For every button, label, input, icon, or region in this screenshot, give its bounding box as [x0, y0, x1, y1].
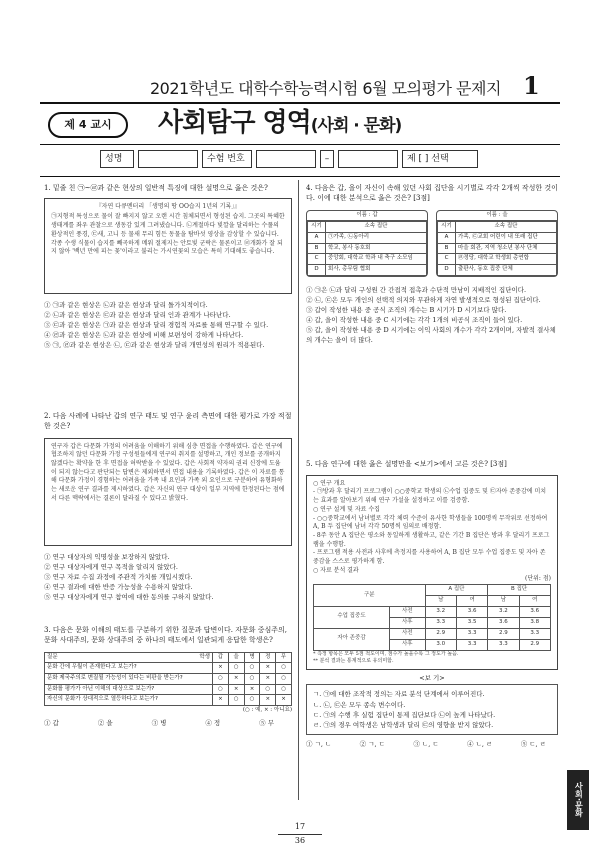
q5-th-category: 구분	[314, 585, 426, 607]
header-rule	[40, 102, 560, 104]
table-row: D 출판사, 동호 집중 단체	[438, 265, 557, 276]
footer-total: 36	[294, 835, 306, 845]
table-row: B 마을 회관, 지역 청소년 봉사 단체	[438, 243, 557, 254]
table-row: B 학교, 봉사 동호회	[308, 243, 427, 254]
q1-option-3[interactable]: ③ ㉢과 같은 현상은 ㉠과 같은 현상과 달리 경험적 자료를 통해 연구할 수 있다.	[44, 320, 269, 329]
table-row: D 회사, 총무팀 협회	[308, 265, 427, 276]
id-dash: –	[320, 150, 334, 168]
bogi-item-2: ㄴ. ㉡, ㉢은 모두 종속 변수이다.	[313, 700, 406, 709]
q5-option-4[interactable]: ④ ㄴ, ㄹ	[467, 739, 493, 748]
side-tab-label: 사회·문화	[574, 782, 584, 818]
q2-option-5[interactable]: ⑤ 연구 대상자에게 연구 참여에 대한 동의를 구하지 않았다.	[44, 592, 214, 601]
q3-table	[44, 652, 292, 706]
column-divider	[298, 180, 299, 800]
table-row: 문화 제국주의로 변질될 가능성이 있다는 비판을 받는가? ○ × ○ × ○	[45, 673, 292, 684]
q1-option-5[interactable]: ⑤ ㉠, ㉣과 같은 현상은 ㉡, ㉢과 같은 현상과 달리 개연성의 원리가 적용된다.	[44, 341, 265, 350]
q1-passage-box	[44, 198, 292, 294]
subject-paren: (사회 · 문화)	[310, 116, 402, 136]
q5-option-2[interactable]: ② ㄱ, ㄷ	[359, 739, 385, 748]
q5-outline-2: ○ 연구 설계 및 자료 수집	[313, 505, 380, 513]
table-row: 수업 집중도 사전 3.2 3.6 3.2 3.6	[314, 606, 551, 617]
subject-side-tab	[567, 770, 589, 830]
q4-card-b-table: 시기 소속 집단 A 가족, ㉢교회 어린이 내 또래 집단 B 마을 회관, 지역 청소년 봉사 단체 C ㉣정당, 대학교 학생회 총연합 D 출판사, 동호 집중 단체	[437, 221, 557, 275]
bogi-item-1: ㄱ. ㉠에 대한 조작적 정의는 자료 분석 단계에서 이루어진다.	[313, 690, 485, 699]
q5-outline-0: ○ 연구 개요	[313, 479, 346, 487]
q2-option-4[interactable]: ④ 연구 결과에 대한 반증 가능성을 수용하지 않았다.	[44, 582, 193, 591]
table-row: 사후 3.0 3.3 3.3 2.9	[314, 639, 551, 650]
q4-option-1[interactable]: ① ㉠은 ㉡과 달리 구성원 간 간접적 접촉과 수단적 만남이 지배적인 집단이다.	[306, 285, 527, 294]
q2-option-3[interactable]: ③ 연구 자료 수집 과정에 주관적 가치를 개입시켰다.	[44, 572, 193, 581]
page-footer	[278, 822, 322, 847]
q1-option-2[interactable]: ② ㉡과 같은 현상은 ㉢과 같은 현상과 달리 인과 관계가 나타난다.	[44, 310, 231, 319]
q3-option-1[interactable]: ① 갑	[44, 718, 59, 727]
q3-student-0: 갑	[213, 652, 229, 663]
session-badge: 제 4 교시	[48, 112, 128, 138]
q3-option-4[interactable]: ④ 정	[205, 718, 221, 727]
bogi-box	[306, 684, 558, 734]
info-row	[100, 150, 490, 168]
q3-option-2[interactable]: ② 을	[97, 718, 113, 727]
q4-option-4[interactable]: ④ 갑, 을이 작성한 내용 중 C 시기에는 각각 1개의 비공식 조직이 들어 있다.	[306, 315, 523, 324]
table-row: C 중앙회, 대학교 학과 내 축구 소모임	[308, 254, 427, 265]
q3-option-3[interactable]: ③ 병	[151, 718, 167, 727]
q5-option-3[interactable]: ③ ㄴ, ㄷ	[413, 739, 439, 748]
q2-stem: 2. 다음 사례에 나타난 갑의 연구 태도 및 연구 윤리 측면에 대한 평가로 가장 적절한 것은?	[44, 412, 292, 430]
q5-outline-6: ○ 자료 분석 결과	[313, 566, 359, 574]
q5-note-1: * 측정 항목은 모두 5점 척도이며, 점수가 높을수록 그 정도가 높음.	[313, 650, 459, 657]
q5-option-1[interactable]: ① ㄱ, ㄴ	[306, 739, 332, 748]
table-row: C ㉣정당, 대학교 학생회 총연합	[438, 254, 557, 265]
table-row: 문화를 평가가 아닌 이해의 대상으로 보는가? ○ × × ○ ○	[45, 684, 292, 695]
footer-page: 17	[294, 822, 306, 831]
q2-option-2[interactable]: ② 연구 대상자에게 연구 목적을 알리지 않았다.	[44, 562, 178, 571]
name-field[interactable]	[138, 150, 198, 168]
q2-passage-box: 연구자 갑은 다문화 가정의 어려움을 이해하기 위해 심층 면접을 수행하였다. 갑은 연구에 협조하지 않던 다문화 가정 구성원들에게 연구의 취지를 설명하고, 개인 정보를 공개하지 않겠다는 확약을 한 후 면접을 허락받을 수 있었다. 갑은 사회적 약자의 권리 신장에 도움이 되지 않는다고 판단되는 답변은 제외하면서 면접 내용을 기록하였다. 갑은 이 자료를 통해 다문화 가정이 경험하는 어려움을 가족 내 요인과 가족 외 요인으로 구분하여 유형화하는 새로운 연구 결과를 제시하였다. 갑은 자신의 연구 대상이 일부 지역에 한정된다는 점에서 다른 맥락에서는 결론이 달라질 수 있다고 밝혔다.	[44, 438, 292, 546]
q4-card-a-table: 시기 소속 집단 A ㉠가족, ㉡동아리 B 학교, 봉사 동호회 C 중앙회, 대학교 학과 내 축구 소모임 D 회사, 총무팀 협회	[307, 221, 427, 275]
question-1	[44, 184, 292, 350]
q5-outline-4: - 8주 동안 A 집단은 평소와 동일하게 생활하고, 같은 기간 B 집단은 방과 후 달리기 프로그램을 수행함.	[313, 531, 550, 548]
q4-option-2[interactable]: ② ㉡, ㉢은 모두 개인의 선택적 의지와 무관하게 자연 발생적으로 형성된 집단이다.	[306, 295, 541, 304]
q1-stem: 1. 밑줄 친 ㉠~㉣과 같은 현상의 일반적 특징에 대한 설명으로 옳은 것은?	[44, 184, 268, 192]
q1-options	[44, 300, 292, 350]
q5-outline-1: - ㉠방과 후 달리기 프로그램이 ○○중학교 학생의 ㉡수업 집중도 및 ㉢자아 존중감에 미치는 효과를 알아보기 위해 연구 가설을 설정하고 이를 검증함.	[313, 488, 547, 505]
q5-stem: 5. 다음 연구에 대한 옳은 설명만을 <보기>에서 고른 것은? [3점]	[306, 460, 507, 468]
table-row: 문화 간에 우월이 존재한다고 보는가? × ○ ○ × ○	[45, 663, 292, 674]
exam-title: 2021학년도 대학수학능력시험 6월 모의평가 문제지	[150, 79, 501, 98]
q3-options	[44, 718, 274, 728]
q5-research-box	[306, 475, 558, 671]
bogi-item-3: ㄷ. ㉠의 수행 후 실험 집단이 통제 집단보다 ㉡이 높게 나타났다.	[313, 710, 496, 719]
q3-option-5[interactable]: ⑤ 무	[259, 718, 274, 727]
q2-option-1[interactable]: ① 연구 대상자의 익명성을 보장하지 않았다.	[44, 552, 170, 561]
q5-th-group-a: A 집단	[425, 585, 488, 596]
q4-card-a: 이름 : 갑 시기 소속 집단 A ㉠가족, ㉡동아리 B 학교, 봉사 동호회 C 중앙회, 대학교 학과 내 축구 소모임 D 회사, 총무팀 협회	[306, 210, 428, 277]
subject-rule	[40, 144, 560, 145]
q1-option-4[interactable]: ④ ㉣과 같은 현상은 ㉡과 같은 현상에 비해 보편성이 강하게 나타난다.	[44, 330, 244, 339]
q4-card-b: 이름 : 을 시기 소속 집단 A 가족, ㉢교회 어린이 내 또래 집단 B 마을 회관, 지역 청소년 봉사 단체 C ㉣정당, 대학교 학생회 총연합 D 출판사, 동호 집중 단체	[436, 210, 558, 277]
info-rule	[40, 176, 560, 177]
choice-label: 제 [ ] 선택	[402, 150, 478, 168]
name-label: 성명	[100, 150, 134, 168]
q5-outline-3: - ○○중학교에서 남녀별로 각각 체력 수준이 유사한 학생들을 100명씩 무작위로 선정하여 A, B 두 집단에 남녀 각각 50명씩 임의로 배정함.	[313, 514, 548, 531]
q4-option-5[interactable]: ⑤ 갑, 을이 작성한 내용 중 D 시기에는 이익 사회의 개수가 각각 2개이며, 자발적 결사체의 개수는 을이 더 많다.	[306, 325, 556, 345]
q4-stem: 4. 다음은 갑, 을이 자신이 속해 있던 사회 집단을 시기별로 각각 2개씩 작성한 것이다. 이에 대한 분석으로 옳은 것은? [3점]	[306, 184, 558, 202]
question-4	[306, 184, 558, 345]
question-3	[44, 626, 292, 728]
q5-options	[306, 739, 546, 749]
q3-stem: 3. 다음은 문화 이해의 태도를 구분하기 위한 질문과 답변이다. 자문화 중심주의, 문화 사대주의, 문화 상대주의 중 하나의 태도에서 일관되게 응답한 학생은?	[44, 626, 288, 644]
id-field-1[interactable]	[256, 150, 316, 168]
table-row: A 가족, ㉢교회 어린이 내 또래 집단	[438, 232, 557, 243]
subject-name: 사회탐구 영역	[158, 108, 311, 138]
q4-cards	[306, 210, 558, 277]
q3-student-2: 병	[244, 652, 260, 663]
question-5	[306, 460, 558, 749]
page-number: 1	[523, 71, 540, 100]
subject-title	[158, 106, 401, 141]
table-row: 자아 존중감 사전 2.9 3.3 2.9 3.3	[314, 628, 551, 639]
q5-option-5[interactable]: ⑤ ㄷ, ㄹ	[520, 739, 546, 748]
q5-unit: (단위: 점)	[525, 575, 551, 583]
table-row: 사후 3.3 3.5 3.6 3.8	[314, 617, 551, 628]
bogi-item-4: ㄹ. ㉠의 경우 여학생은 남학생과 달리 ㉢의 영향을 받지 않았다.	[313, 720, 494, 729]
q3-student-3: 정	[260, 652, 276, 663]
q1-passage-title: 『자연 다큐멘터리 「생명의 땅 OO습지 1년의 기록」』	[95, 202, 241, 210]
footer-divider	[278, 834, 322, 835]
q3-student-4: 무	[276, 652, 292, 663]
question-2	[44, 412, 292, 602]
q5-th-group-b: B 집단	[488, 585, 551, 596]
bogi-title: <보 기>	[419, 674, 445, 683]
q5-results-table: 구분 A 집단 B 집단 남 여 남 여 수업 집중도 사전 3.2 3.6 3.2 3.6 사후 3.3 3.5 3.6 3.8 자아 존중감 사전 2.9 3.3 2.9 3.3 사후 3.0 3.3 3.3 2.9	[313, 584, 551, 651]
id-label: 수험 번호	[202, 150, 252, 168]
q3-student-1: 을	[228, 652, 244, 663]
id-field-2[interactable]	[338, 150, 398, 168]
table-row: 자신의 문화가 상대적으로 열등하다고 보는가? × ○ ○ × ×	[45, 695, 292, 706]
q1-option-1[interactable]: ① ㉠과 같은 현상은 ㉡과 같은 현상과 달리 돌가치적이다.	[44, 300, 208, 309]
q2-options	[44, 552, 292, 602]
q5-note-2: ** 분석 결과는 통계적으로 유의미함.	[313, 658, 394, 665]
q3-table-note: (○ : 예, × : 아니요)	[242, 707, 292, 714]
q4-option-3[interactable]: ③ 갑이 작성한 내용 중 공식 조직의 개수는 B 시기가 D 시기보다 많다.	[306, 305, 507, 314]
q1-passage-text: ㉠지형적 특성으로 물이 잘 빠지지 않고 오랜 시간 침체되면서 형성된 습지. 그곳의 특혜한 생태계를 좌우 관찰으로 생동감 있게 그려냈습니다. ㉡계절마다 빛깔을 달리하는 수풀의 환상적인 풍경, ㉢새, 고니 등 물새 무리 힘든 동물을 탐바섯 영상을 감상할 수 있습니다. 각종 수생 식물이 습지를 빼곡하게 메워 절제지는 안토빛 군락은 물론이고 ㉣개화가 잘 되지 않아 '백년 만에 피는 꽃'이라고 불리는 가시연꽃의 모습은 특히 기대해도 좋습니다.	[51, 213, 285, 256]
table-row: A ㉠가족, ㉡동아리	[308, 232, 427, 243]
q5-outline-5: - 프로그램 적용 사전과 사후에 측정지를 사용하여 A, B 집단 모두 수업 집중도 및 자아 존중감을 스스로 평가하게 함.	[313, 549, 546, 565]
q4-options	[306, 285, 558, 345]
q3-col-header: 질문 학생	[45, 652, 213, 663]
